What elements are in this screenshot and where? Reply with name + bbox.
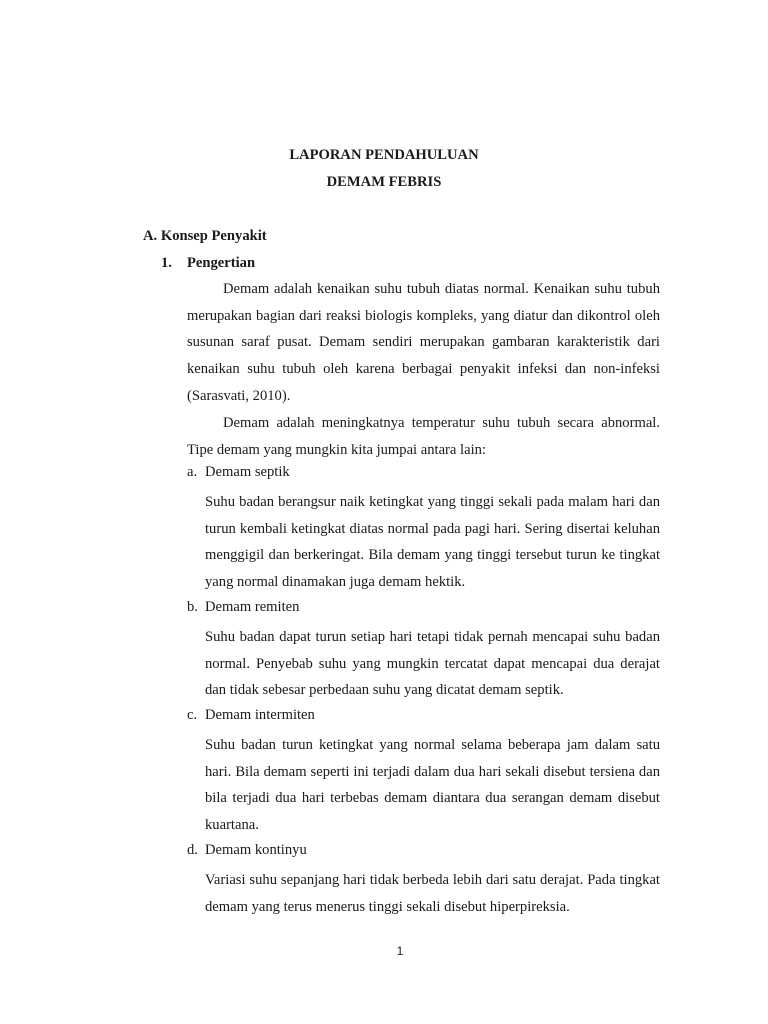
paragraph-fever-types-intro: Demam adalah meningkatnya temperatur suhu tubuh secara abnormal. Tipe demam yang mungkin kita jumpai antara lain:	[187, 415, 660, 458]
document-title: LAPORAN PENDAHULUAN	[289, 147, 479, 163]
list-item-label: Demam intermiten	[205, 707, 315, 723]
list-item-body: Suhu badan dapat turun setiap hari tetapi tidak pernah mencapai suhu badan normal. Penyebab suhu yang mungkin tercatat dapat mencapai dua derajat dan tidak sebesar perbedaan suhu yang dicatat demam septik.	[205, 629, 660, 699]
list-item-title	[187, 599, 299, 616]
list-item-label: Demam kontinyu	[205, 842, 307, 858]
list-item-body: Variasi suhu sepanjang hari tidak berbeda lebih dari satu derajat. Pada tingkat demam yang terus menerus tinggi sekali disebut hiperpireksia.	[205, 872, 660, 915]
page-number: 1	[396, 944, 404, 958]
section-heading: A. Konsep Penyakit	[143, 228, 267, 244]
list-item-marker: b.	[187, 599, 198, 615]
list-item-title	[187, 707, 315, 724]
list-item-marker: c.	[187, 707, 198, 723]
subsection-heading: Pengertian	[187, 255, 256, 271]
list-item-label: Demam remiten	[205, 599, 300, 615]
list-item-body: Suhu badan turun ketingkat yang normal selama beberapa jam dalam satu hari. Bila demam seperti ini terjadi dalam dua hari sekali disebut tersiena dan bila terjadi dua hari terbebas demam diantara dua serangan demam disebut kuartana.	[205, 737, 660, 834]
list-item-label: Demam septik	[205, 464, 290, 480]
paragraph-definition: Demam adalah kenaikan suhu tubuh diatas normal. Kenaikan suhu tubuh merupakan bagian dari reaksi biologis kompleks, yang diatur dan dikontrol oleh susunan saraf pusat. Demam sendiri merupakan gambaran karakteristik dari kenaikan suhu tubuh oleh karena berbagai penyakit infeksi dan non-infeksi (Sarasvati, 2010).	[187, 281, 660, 404]
list-item-marker: a.	[187, 464, 198, 480]
list-item-body: Suhu badan berangsur naik ketingkat yang tinggi sekali pada malam hari dan turun kembali ketingkat diatas normal pada pagi hari. Sering disertai keluhan menggigil dan berkeringat. Bila demam yang tinggi tersebut turun ke tingkat yang normal dinamakan juga demam hektik.	[205, 494, 660, 591]
list-item-title	[187, 842, 307, 859]
document-subtitle: DEMAM FEBRIS	[326, 174, 442, 190]
list-item-title	[187, 464, 290, 481]
list-item-marker: d.	[187, 842, 198, 858]
subsection-number: 1.	[161, 255, 172, 271]
